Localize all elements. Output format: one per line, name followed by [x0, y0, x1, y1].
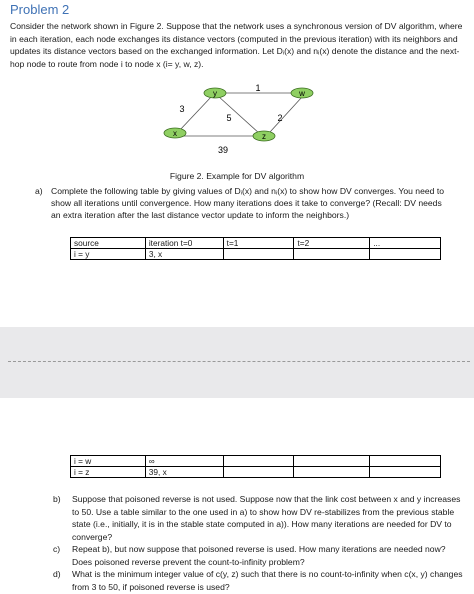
header-t1: t=1	[223, 238, 294, 249]
question-d-text: What is the minimum integer value of c(y, z) such that there is no count-to-infinity when c(x, y) changes from 3 to 50, if poisoned reverse is used?	[72, 569, 463, 592]
link-w-z	[270, 97, 302, 132]
row-y-t2	[294, 249, 370, 260]
question-d	[53, 568, 464, 593]
router-y	[204, 88, 226, 98]
cost-label-x-z: 39	[217, 145, 229, 155]
row-w-source: i = w	[71, 456, 146, 467]
question-c	[53, 543, 464, 568]
table-row	[71, 249, 441, 260]
router-x-label: x	[173, 129, 177, 138]
question-c-label: c)	[53, 544, 61, 554]
row-y-source: i = y	[71, 249, 146, 260]
question-b	[53, 493, 464, 543]
problem-heading: Problem 2	[10, 2, 70, 17]
question-c-text: Repeat b), but now suppose that poisoned reverse is used. How many iterations are needed now? Does poisoned reverse prevent the count-to-infinity problem?	[72, 544, 446, 567]
header-more: ...	[370, 238, 441, 249]
table-header-row	[71, 238, 441, 249]
page-gap-band	[0, 327, 474, 398]
question-list	[53, 493, 464, 593]
router-w-label: w	[299, 89, 305, 98]
header-t0: iteration t=0	[145, 238, 223, 249]
row-y-t0: 3, x	[145, 249, 223, 260]
network-figure	[150, 82, 340, 164]
question-a-label: a)	[35, 186, 43, 196]
dv-table-top	[70, 237, 441, 260]
router-z-label: z	[262, 132, 266, 141]
dv-table-bottom	[70, 455, 441, 478]
router-z	[253, 131, 275, 141]
cost-label-w-z: 2	[277, 113, 283, 123]
row-w-t2	[294, 456, 370, 467]
row-z-source: i = z	[71, 467, 146, 478]
router-x	[164, 128, 186, 138]
router-w	[291, 88, 313, 98]
row-w-t1	[223, 456, 294, 467]
question-a	[35, 185, 449, 221]
row-w-more	[370, 456, 441, 467]
row-y-more	[370, 249, 441, 260]
cost-label-y-w: 1	[255, 83, 261, 93]
question-b-label: b)	[53, 494, 61, 504]
page-break-line	[8, 361, 470, 362]
row-z-t0: 39, x	[145, 467, 223, 478]
figure-caption: Figure 2. Example for DV algorithm	[169, 171, 305, 181]
question-a-text: Complete the following table by giving values of Dᵢ(x) and nᵢ(x) to show how DV converges. You need to show all iterations until convergence. How many iterations does it take to converge? (Recall: DV needs an extra iteration after the last distance vector update to inform the neighbors.)	[51, 186, 444, 220]
row-z-more	[370, 467, 441, 478]
header-t2: t=2	[294, 238, 370, 249]
cost-label-x-y: 3	[179, 104, 185, 114]
header-source: source	[71, 238, 146, 249]
table-row	[71, 467, 441, 478]
row-z-t1	[223, 467, 294, 478]
question-b-text: Suppose that poisoned reverse is not used. Suppose now that the link cost between x and y increases to 50. Use a table similar to the one used in a) to show how DV re-stabilizes from the previous stable state (i.e., initially, it is in the stable state computed in a)). How many iterations are needed for DV to converge?	[72, 494, 461, 542]
row-z-t2	[294, 467, 370, 478]
cost-label-y-z: 5	[226, 113, 232, 123]
table-row	[71, 456, 441, 467]
row-y-t1	[223, 249, 294, 260]
link-y-z	[218, 96, 260, 134]
problem-intro: Consider the network shown in Figure 2. Suppose that the network uses a synchronous version of DV algorithm, where in each iteration, each node exchanges its distance vectors (computed in the previous iteration) with its neighbors and updates its distance vectors based on the exchanged information. Let Dᵢ(x) and nᵢ(x) denote the distance and the next-hop node to route from node i to node x (i= y, w, z).	[10, 21, 463, 69]
row-w-t0: ∞	[145, 456, 223, 467]
router-y-label: y	[213, 89, 217, 98]
question-d-label: d)	[53, 569, 61, 579]
